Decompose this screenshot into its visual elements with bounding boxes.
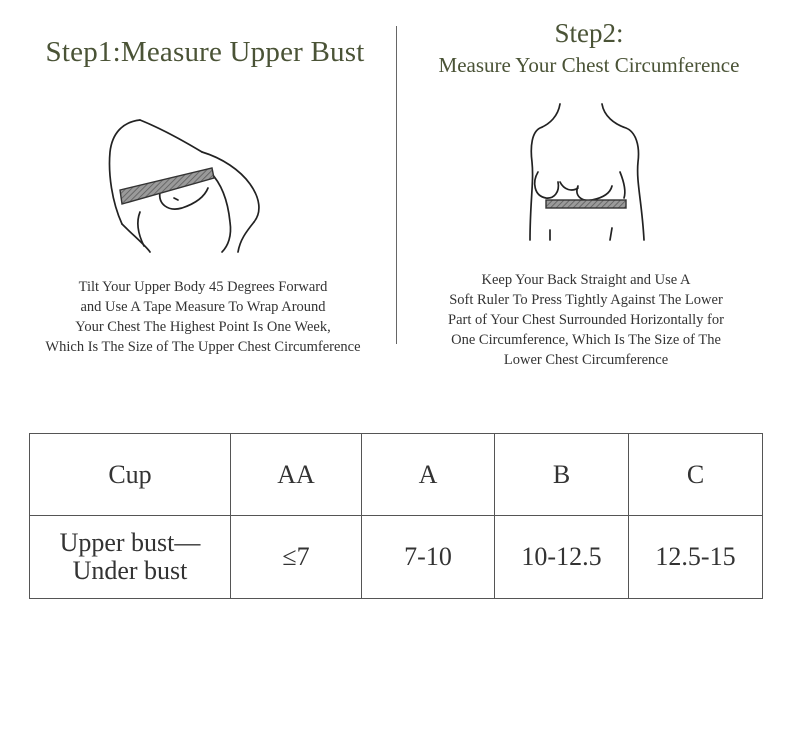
- under-bust-illustration: [520, 102, 670, 242]
- table-header-cell: C: [629, 434, 763, 516]
- row-label-line: Upper bust—: [59, 528, 201, 557]
- table-cell: ≤7: [231, 516, 362, 599]
- row-label-line: Under bust: [72, 556, 188, 585]
- step2-subtitle: Measure Your Chest Circumference: [438, 53, 740, 77]
- table-cell: 10-12.5: [495, 516, 629, 599]
- step2-description-line: Part of Your Chest Surrounded Horizontally for: [448, 312, 724, 328]
- table-row: [30, 516, 763, 599]
- table-row-label: [30, 516, 231, 599]
- step1-description-line: Tilt Your Upper Body 45 Degrees Forward: [78, 279, 328, 295]
- table-cell: 7-10: [362, 516, 495, 599]
- table-header-row: [30, 434, 763, 516]
- step2-description-line: One Circumference, Which Is The Size of The: [451, 332, 721, 348]
- step2-description: [408, 270, 764, 370]
- step2-description-line: Keep Your Back Straight and Use A: [481, 272, 691, 288]
- step2-description-line: Soft Ruler To Press Tightly Against The Lower: [449, 292, 723, 308]
- step1-description-line: Your Chest The Highest Point Is One Week,: [75, 319, 331, 335]
- cup-size-table: [29, 433, 763, 599]
- step1-description: [22, 277, 384, 357]
- upper-bust-illustration: [100, 112, 275, 254]
- step2-title: Step2:: [554, 18, 624, 48]
- step1-description-line: Which Is The Size of The Upper Chest Circumference: [45, 339, 361, 355]
- step1-title: Step1:Measure Upper Bust: [45, 36, 365, 68]
- step2-description-line: Lower Chest Circumference: [503, 352, 669, 368]
- vertical-divider: [396, 26, 397, 344]
- table-header-cell: Cup: [30, 434, 231, 516]
- table-cell: 12.5-15: [629, 516, 763, 599]
- table-header-cell: A: [362, 434, 495, 516]
- table-header-cell: AA: [231, 434, 362, 516]
- step1-description-line: and Use A Tape Measure To Wrap Around: [80, 299, 326, 315]
- table-header-cell: B: [495, 434, 629, 516]
